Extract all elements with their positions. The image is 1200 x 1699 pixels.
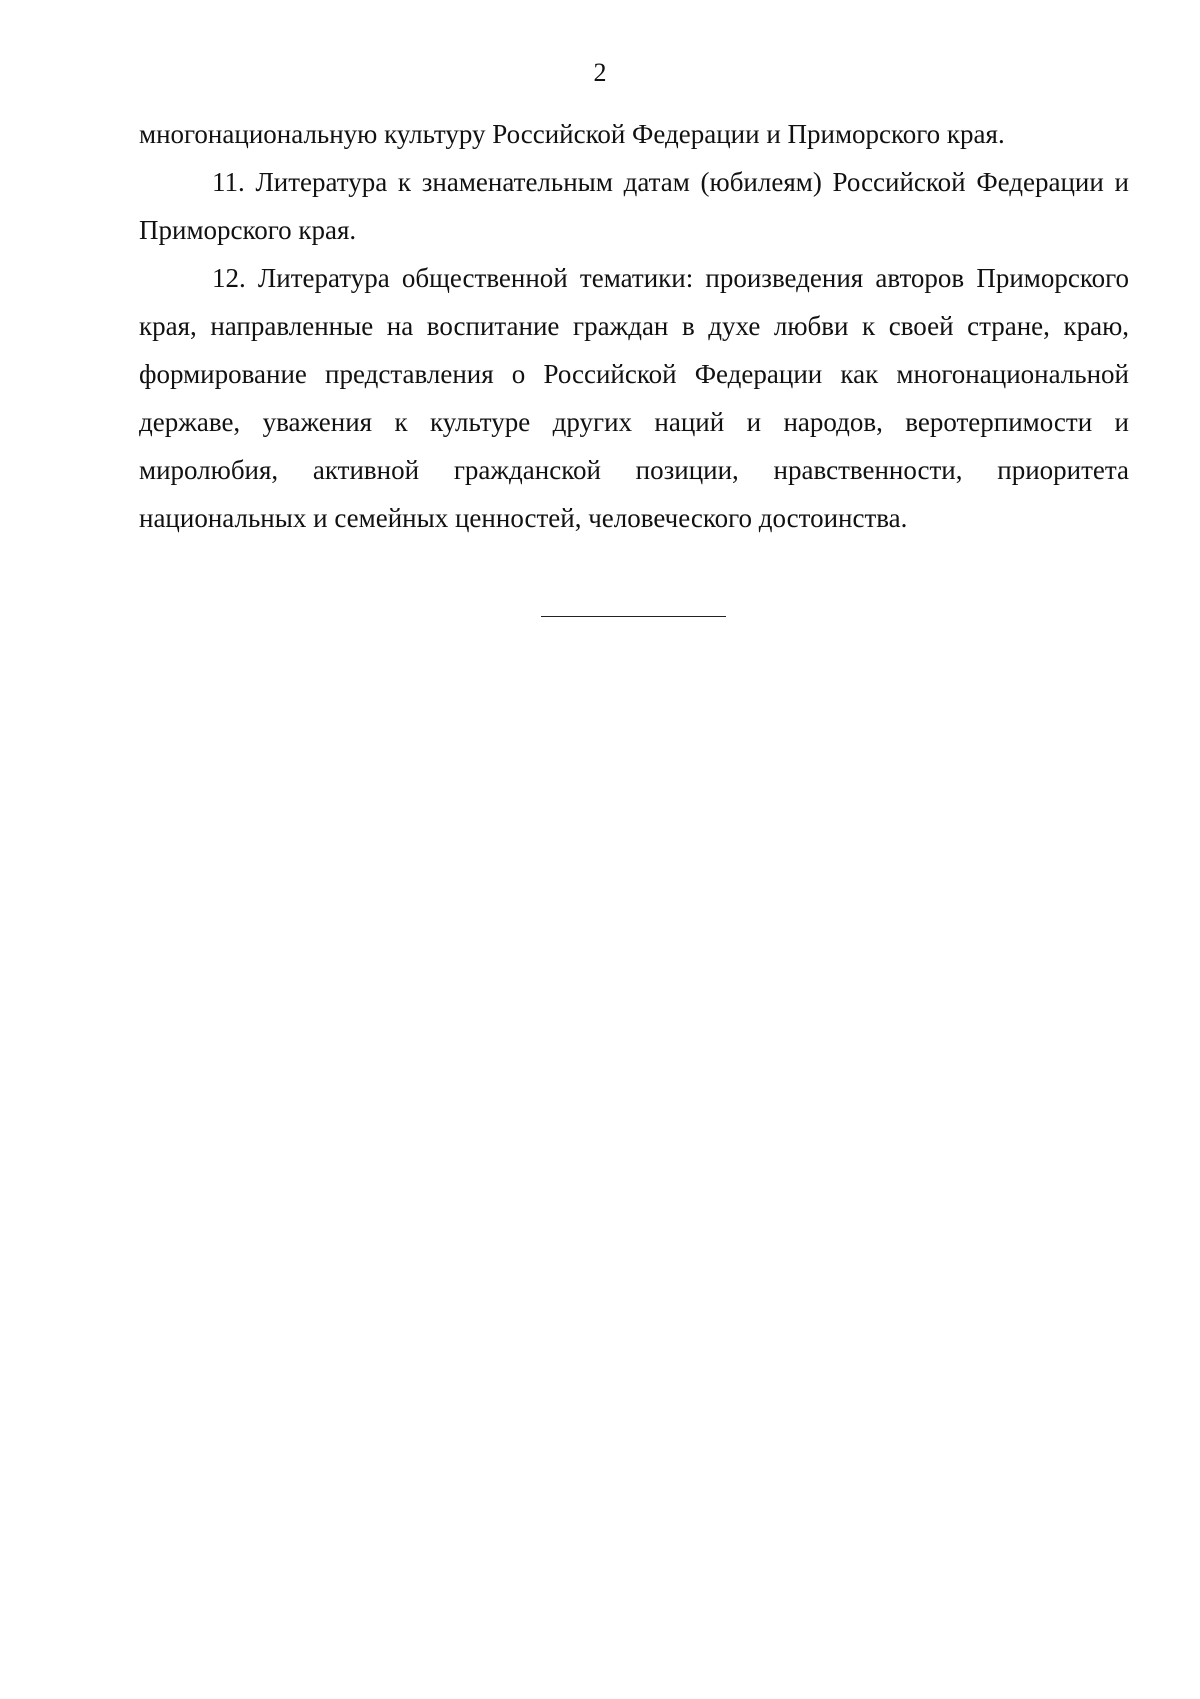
- paragraph-continuation: многонациональную культуру Российской Федерации и Приморского края.: [139, 119, 1005, 149]
- paragraph-item-12: 12. Литература общественной тематики: произведения авторов Приморского края, направленные на воспитание граждан в духе любви к своей стране, краю, формирование представления о Российской Федерации как многонациональной державе, уважения к культуре других наций и народов, веротерпимости и миролюбия, активной гражданской позиции, нравственности, приоритета национальных и семейных ценностей, человеческого достоинства.: [139, 263, 1129, 533]
- paragraph-item-11: 11. Литература к знаменательным датам (юбилеям) Российской Федерации и Приморского края.: [139, 167, 1129, 245]
- document-body: [139, 110, 1129, 542]
- end-separator-line: [541, 616, 726, 617]
- page-number: 2: [593, 58, 607, 87]
